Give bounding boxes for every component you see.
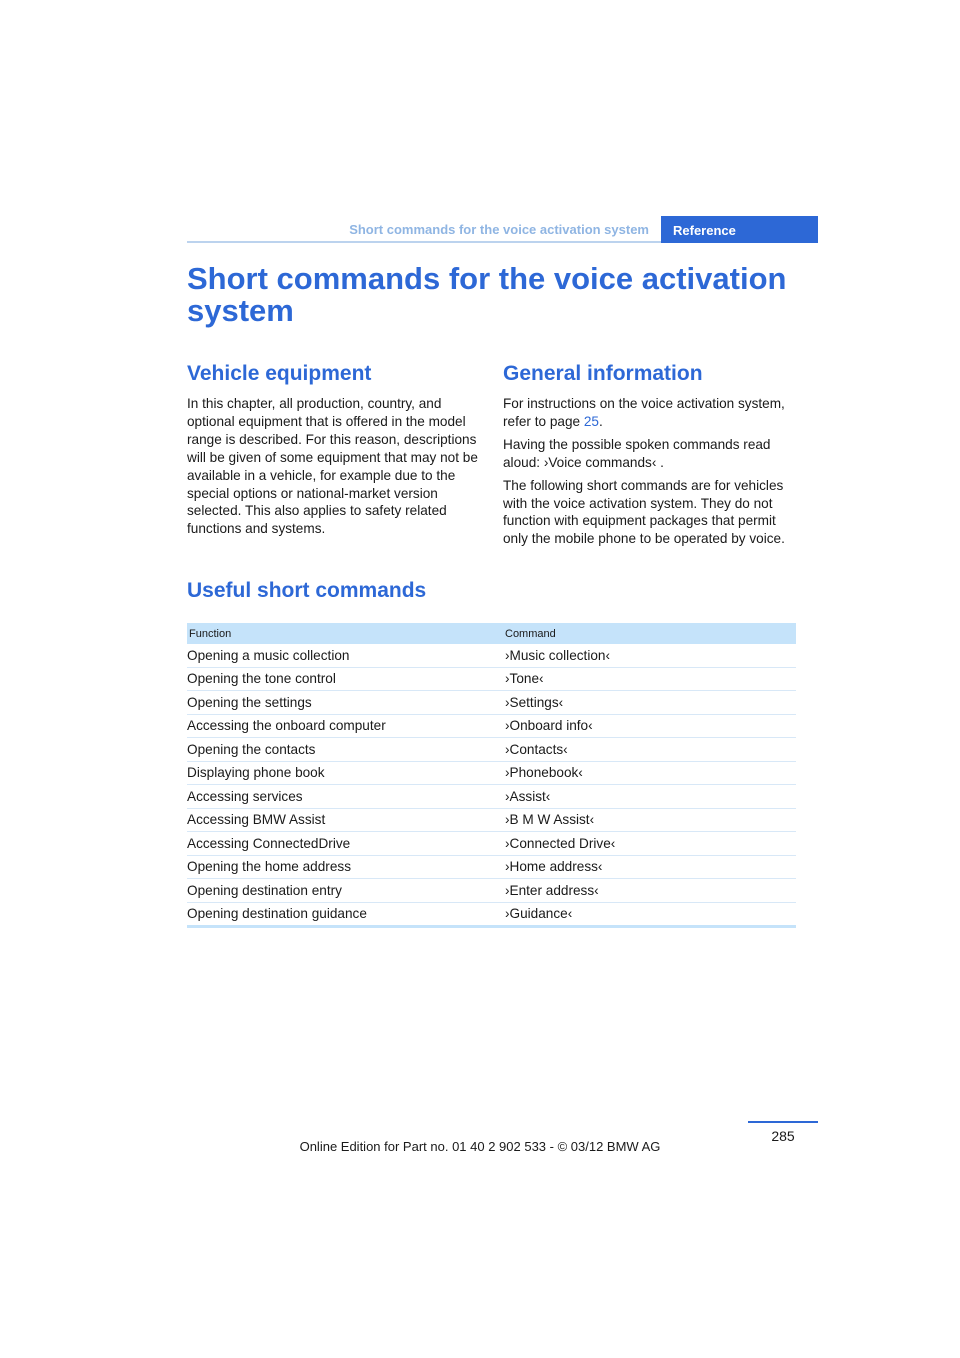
function-cell: Opening a music collection xyxy=(187,644,505,667)
vehicle-equipment-heading: Vehicle equipment xyxy=(187,362,372,385)
useful-short-commands-heading: Useful short commands xyxy=(187,579,427,602)
function-cell: Opening destination entry xyxy=(187,879,505,903)
function-cell: Opening the tone control xyxy=(187,667,505,691)
vehicle-equipment-text xyxy=(187,395,479,543)
general-info-paragraph-3: The following short commands are for vehicles with the voice activation system. They do not function with equipment packages that permit only the mobile phone to be operated by voice. xyxy=(503,477,785,547)
command-cell: ›Onboard info‹ xyxy=(505,714,796,738)
function-cell: Accessing BMW Assist xyxy=(187,808,505,832)
function-cell: Accessing the onboard computer xyxy=(187,714,505,738)
header-rule xyxy=(187,241,661,243)
command-cell: ›Assist‹ xyxy=(505,785,796,809)
command-cell: ›Connected Drive‹ xyxy=(505,832,796,856)
table-row xyxy=(187,832,796,856)
table-header-row xyxy=(187,623,796,644)
vehicle-equipment-paragraph: In this chapter, all production, country, and optional equipment that is offered in the model range is described. For this reason, descriptions will be given of some equipment that may not be available in a vehicle, for example due to the special options or national-market version selected. This also applies to safety related functions and systems. xyxy=(187,396,478,537)
running-header-section: Short commands for the voice activation system xyxy=(349,222,649,237)
page-number: 285 xyxy=(771,1128,795,1144)
general-information-text xyxy=(503,395,798,553)
table-row xyxy=(187,667,796,691)
table-row xyxy=(187,761,796,785)
command-cell: ›Music collection‹ xyxy=(505,644,796,667)
function-cell: Opening the home address xyxy=(187,855,505,879)
command-cell: ›Home address‹ xyxy=(505,855,796,879)
table-row xyxy=(187,644,796,667)
running-header-chapter-tab: Reference xyxy=(661,216,818,243)
function-cell: Opening the settings xyxy=(187,691,505,715)
table-row xyxy=(187,714,796,738)
column-header-function: Function xyxy=(187,623,505,644)
command-cell: ›Guidance‹ xyxy=(505,902,796,927)
column-header-command: Command xyxy=(505,623,796,644)
table-row xyxy=(187,902,796,927)
table-row xyxy=(187,808,796,832)
table-row xyxy=(187,879,796,903)
command-cell: ›B M W Assist‹ xyxy=(505,808,796,832)
general-info-paragraph-2: Having the possible spoken commands read aloud: ›Voice commands‹ . xyxy=(503,436,771,470)
function-cell: Opening destination guidance xyxy=(187,902,505,927)
general-info-p1-text: For instructions on the voice activation system, refer to page xyxy=(503,396,785,429)
command-cell: ›Settings‹ xyxy=(505,691,796,715)
table-row xyxy=(187,738,796,762)
function-cell: Displaying phone book xyxy=(187,761,505,785)
function-cell: Opening the contacts xyxy=(187,738,505,762)
table-row xyxy=(187,855,796,879)
command-cell: ›Enter address‹ xyxy=(505,879,796,903)
page-reference-link[interactable]: 25 xyxy=(583,413,599,429)
function-cell: Accessing services xyxy=(187,785,505,809)
function-cell: Accessing ConnectedDrive xyxy=(187,832,505,856)
table-row xyxy=(187,785,796,809)
short-commands-table xyxy=(187,623,796,928)
general-info-p1-end: . xyxy=(598,413,603,429)
command-cell: ›Tone‹ xyxy=(505,667,796,691)
footer-edition-note: Online Edition for Part no. 01 40 2 902 533 - © 03/12 BMW AG xyxy=(299,1139,661,1154)
general-info-paragraph-1 xyxy=(503,395,798,431)
general-information-heading: General information xyxy=(503,362,703,385)
command-cell: ›Contacts‹ xyxy=(505,738,796,762)
table-row xyxy=(187,691,796,715)
command-cell: ›Phonebook‹ xyxy=(505,761,796,785)
page-title: Short commands for the voice activation system xyxy=(187,261,787,328)
page-number-rule xyxy=(748,1121,818,1123)
